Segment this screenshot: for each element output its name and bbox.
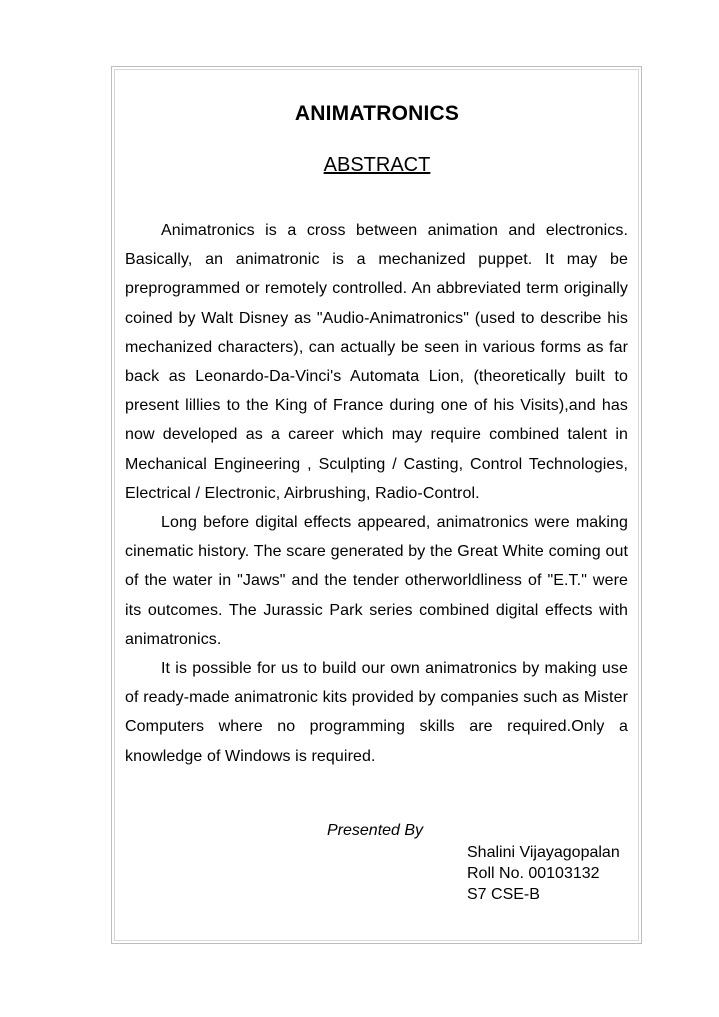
abstract-paragraph-2: Long before digital effects appeared, animatronics were making cinematic history. The scare generated by the Great White coming out of the water in "Jaws" and the tender otherworldliness of "E.T." were its outcomes. The Jurassic Park series combined digital effects with animatronics. [125, 514, 628, 648]
author-class: S7 CSE-B [467, 886, 540, 903]
abstract-body [125, 216, 628, 771]
abstract-paragraph-3: It is possible for us to build our own animatronics by making use of ready-made animatronic kits provided by companies such as Mister Computers where no programming skills are required.Only a knowledge of Windows is required. [125, 660, 628, 765]
document-title: ANIMATRONICS [294, 102, 460, 125]
abstract-heading: ABSTRACT [323, 154, 431, 176]
author-name: Shalini Vijayagopalan [467, 844, 620, 861]
author-roll-number: Roll No. 00103132 [467, 865, 600, 882]
abstract-paragraph-1: Animatronics is a cross between animation and electronics. Basically, an animatronic is a mechanized puppet. It may be preprogrammed or remotely controlled. An abbreviated term originally coined by Walt Disney as "Audio-Animatronics" (used to describe his mechanized characters), can actually be seen in various forms as far back as Leonardo-Da-Vinci's Automata Lion, (theoretically built to present lillies to the King of France during one of his Visits),and has now developed as a career which may require combined talent in Mechanical Engineering , Sculpting / Casting, Control Technologies, Electrical / Electronic, Airbrushing, Radio-Control. [125, 222, 628, 502]
presented-by-label: Presented By [327, 822, 424, 839]
author-block [467, 842, 620, 905]
